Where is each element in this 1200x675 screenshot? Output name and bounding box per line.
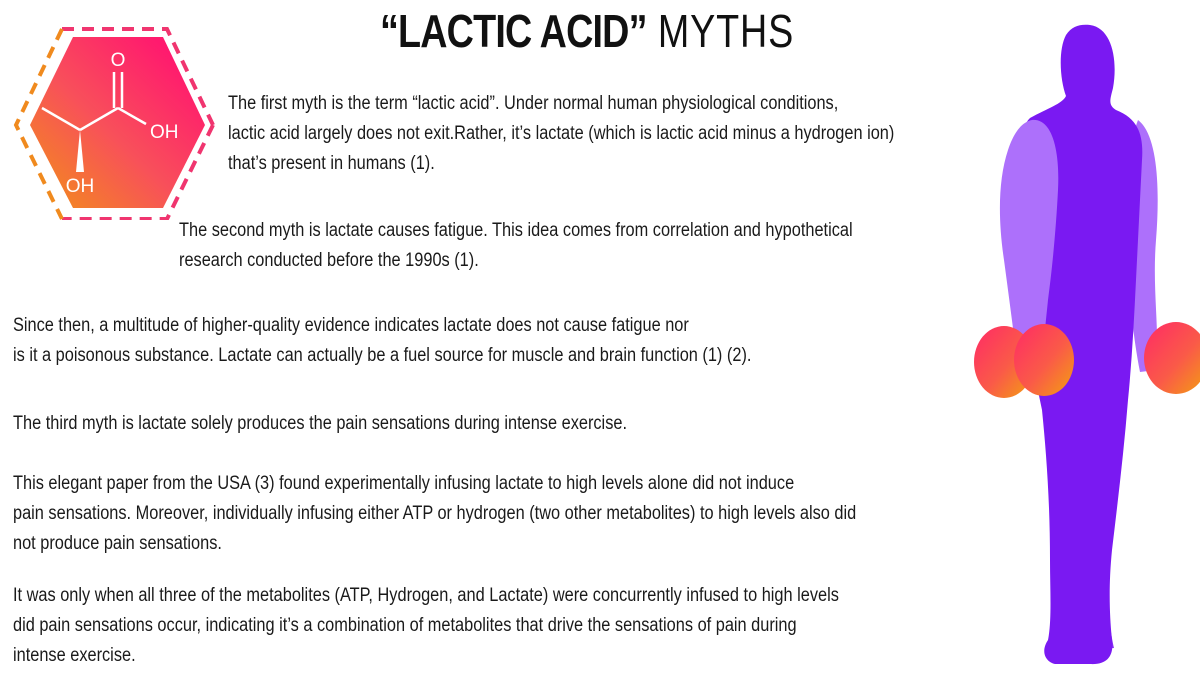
paragraph-line: research conducted before the 1990s (1). — [179, 250, 479, 271]
lactic-acid-molecule-icon — [0, 20, 215, 220]
paragraph-first-myth — [228, 89, 894, 179]
paragraph-line: intense exercise. — [13, 645, 136, 666]
paragraph-third-myth — [13, 409, 627, 439]
paragraph-line: Since then, a multitude of higher-quality evidence indicates lactate does not cause fatigue nor — [13, 315, 689, 336]
paragraph-line: This elegant paper from the USA (3) found experimentally infusing lactate to high levels alone did not induce — [13, 473, 795, 494]
paragraph-conclusion — [13, 581, 839, 671]
molecule-label-oh-bottom: OH — [65, 176, 95, 197]
paragraph-line: did pain sensations occur, indicating it’s a combination of metabolites that drive the sensations of pain during — [13, 615, 797, 636]
dumbbell-left-inner — [1014, 324, 1074, 396]
title-bold: LACTIC ACID — [398, 5, 629, 57]
paragraph-line: is it a poisonous substance. Lactate can actually be a fuel source for muscle and brain function (1) (2). — [13, 345, 752, 366]
paragraph-line: The first myth is the term “lactic acid”. Under normal human physiological conditions, — [228, 93, 839, 114]
paragraph-line: lactic acid largely does not exit.Rather, it’s lactate (which is lactic acid minus a hydrogen ion) — [228, 123, 895, 144]
paragraph-evidence — [13, 311, 751, 371]
title-quote-close: ” — [628, 5, 647, 57]
paragraph-line: The third myth is lactate solely produces the pain sensations during intense exercise. — [13, 413, 627, 434]
page-title — [380, 4, 795, 58]
paragraph-second-myth — [179, 216, 853, 276]
paragraph-line: pain sensations. Moreover, individually infusing either ATP or hydrogen (two other metabolites) to high levels also did — [13, 503, 857, 524]
paragraph-line: It was only when all three of the metabolites (ATP, Hydrogen, and Lactate) were concurrently infused to high levels — [13, 585, 839, 606]
paragraph-line: that’s present in humans (1). — [228, 153, 435, 174]
paragraph-line: The second myth is lactate causes fatigue. This idea comes from correlation and hypothetical — [179, 220, 853, 241]
title-quote-open: “ — [380, 5, 399, 57]
molecule-label-oh-right: OH — [150, 122, 179, 143]
title-rest: MYTHS — [646, 5, 795, 57]
paragraph-line: not produce pain sensations. — [13, 533, 222, 554]
athlete-with-dumbbells-illustration — [970, 20, 1200, 675]
molecule-label-o: O — [110, 50, 126, 71]
paragraph-usa-paper — [13, 469, 856, 559]
